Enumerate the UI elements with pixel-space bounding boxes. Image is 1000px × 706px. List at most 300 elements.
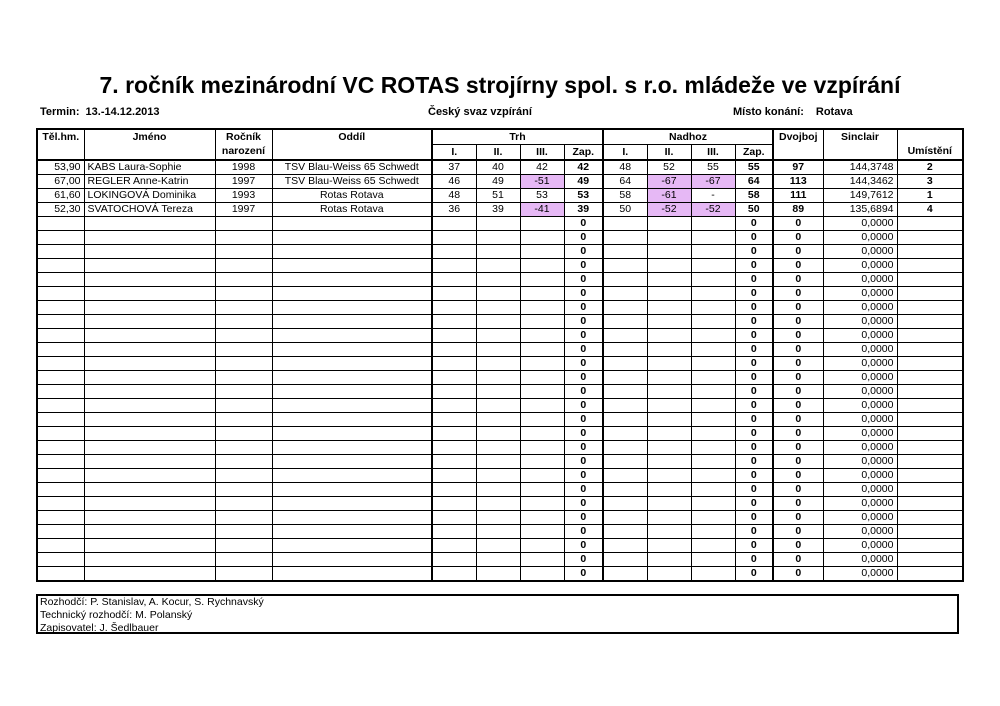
cell-s3 [520,329,564,343]
cell-c3: -67 [691,175,735,189]
cell-c3 [691,231,735,245]
cell-total: 0 [773,539,823,553]
cell-c1 [603,343,647,357]
cell-club [272,385,432,399]
cell-sb: 0 [564,259,603,273]
cell-year [215,315,272,329]
cell-sb: 39 [564,203,603,217]
cell-c3 [691,357,735,371]
venue-label: Místo konání: [733,106,804,118]
cell-c3 [691,413,735,427]
cell-s2 [476,483,520,497]
cell-club [272,525,432,539]
table-row-empty [37,511,963,525]
cell-bw [37,469,84,483]
cell-sinclair: 0,0000 [823,469,897,483]
cell-total: 0 [773,217,823,231]
cell-year [215,343,272,357]
cell-sinclair: 0,0000 [823,287,897,301]
cell-s3 [520,315,564,329]
cell-s3 [520,385,564,399]
col-cbest: Zap. [735,145,773,161]
cell-place [897,497,963,511]
cell-year [215,287,272,301]
cell-bw [37,539,84,553]
cell-year [215,497,272,511]
cell-c1: 48 [603,160,647,175]
cell-place: 4 [897,203,963,217]
cell-name [84,511,215,525]
cell-s2 [476,553,520,567]
cell-cb: 55 [735,160,773,175]
cell-name [84,413,215,427]
cell-year [215,567,272,582]
cell-c2: -61 [647,189,691,203]
cell-year: 1993 [215,189,272,203]
cell-cb: 0 [735,567,773,582]
cell-club: TSV Blau-Weiss 65 Schwedt [272,175,432,189]
cell-total: 0 [773,427,823,441]
cell-bw [37,525,84,539]
cell-c2 [647,259,691,273]
cell-cb: 0 [735,371,773,385]
cell-year [215,385,272,399]
cell-sb: 0 [564,497,603,511]
cell-year [215,455,272,469]
cell-s1 [432,455,476,469]
cell-s1 [432,371,476,385]
cell-bw [37,413,84,427]
col-c3: III. [691,145,735,161]
cell-s3: 53 [520,189,564,203]
cell-year [215,357,272,371]
cell-bw [37,245,84,259]
cell-bw [37,259,84,273]
cell-name [84,287,215,301]
cell-year [215,483,272,497]
cell-sb: 0 [564,329,603,343]
col-c1: I. [603,145,647,161]
cell-total: 0 [773,455,823,469]
col-sinclair-sub [823,145,897,161]
table-row-empty [37,469,963,483]
cell-c1 [603,217,647,231]
cell-cb: 0 [735,385,773,399]
cell-c3 [691,343,735,357]
cell-club [272,273,432,287]
cell-sinclair: 0,0000 [823,385,897,399]
cell-sb: 0 [564,511,603,525]
cell-c2 [647,287,691,301]
cell-place [897,399,963,413]
cell-c3 [691,273,735,287]
cell-c3: - [691,189,735,203]
cell-sinclair: 0,0000 [823,273,897,287]
cell-name [84,371,215,385]
cell-c2 [647,231,691,245]
cell-c2 [647,427,691,441]
cell-c2 [647,315,691,329]
table-row-empty [37,497,963,511]
col-s3: III. [520,145,564,161]
cell-c1 [603,539,647,553]
cell-s2 [476,343,520,357]
cell-s3 [520,455,564,469]
cell-cb: 0 [735,539,773,553]
cell-sb: 0 [564,273,603,287]
cell-year [215,539,272,553]
cell-name [84,217,215,231]
cell-c2 [647,399,691,413]
cell-bw [37,497,84,511]
cell-total: 113 [773,175,823,189]
cell-c3 [691,469,735,483]
col-club-sub [272,145,432,161]
cell-name [84,329,215,343]
table-row-empty [37,287,963,301]
cell-name: KABS Laura-Sophie [84,160,215,175]
cell-cb: 0 [735,483,773,497]
cell-bw: 61,60 [37,189,84,203]
cell-club [272,371,432,385]
cell-sinclair: 0,0000 [823,357,897,371]
cell-place [897,441,963,455]
cell-place: 2 [897,160,963,175]
cell-year: 1997 [215,175,272,189]
cell-name [84,525,215,539]
cell-sb: 0 [564,287,603,301]
cell-s1 [432,441,476,455]
cell-place [897,371,963,385]
cell-bw [37,567,84,582]
cell-sb: 0 [564,483,603,497]
cell-cb: 0 [735,441,773,455]
cell-c3: 55 [691,160,735,175]
cell-club [272,259,432,273]
cell-total: 0 [773,413,823,427]
cell-name: LOKINGOVÁ Dominika [84,189,215,203]
cell-year [215,371,272,385]
cell-name [84,357,215,371]
cell-name [84,553,215,567]
cell-cb: 0 [735,245,773,259]
cell-club [272,357,432,371]
cell-s2 [476,441,520,455]
cell-name [84,441,215,455]
cell-total: 0 [773,441,823,455]
cell-bw [37,217,84,231]
cell-sinclair: 0,0000 [823,427,897,441]
cell-sb: 0 [564,455,603,469]
cell-sinclair: 0,0000 [823,315,897,329]
table-row-empty [37,371,963,385]
cell-name [84,259,215,273]
cell-name [84,343,215,357]
cell-cb: 0 [735,231,773,245]
cell-c3 [691,301,735,315]
cell-s1 [432,483,476,497]
col-s2: II. [476,145,520,161]
col-sinclair: Sinclair [823,129,897,145]
cell-c3 [691,287,735,301]
cell-c2 [647,455,691,469]
cell-c1: 58 [603,189,647,203]
cell-c3 [691,259,735,273]
cell-c1 [603,357,647,371]
cell-s2 [476,231,520,245]
cell-total: 0 [773,553,823,567]
cell-cb: 0 [735,273,773,287]
cell-s2 [476,245,520,259]
cell-sb: 0 [564,441,603,455]
cell-place [897,511,963,525]
cell-sb: 0 [564,399,603,413]
cell-place [897,483,963,497]
cell-club: Rotas Rotava [272,203,432,217]
cell-c2 [647,217,691,231]
cell-total: 0 [773,343,823,357]
cell-s2 [476,273,520,287]
cell-total: 0 [773,357,823,371]
cell-s1 [432,301,476,315]
cell-place [897,357,963,371]
cell-name [84,455,215,469]
cell-sb: 0 [564,539,603,553]
cell-place [897,343,963,357]
term-label: Termin: [40,106,80,118]
col-bodyweight: Těl.hm. [37,129,84,145]
cell-sinclair: 144,3748 [823,160,897,175]
cell-sb: 0 [564,217,603,231]
cell-s3 [520,567,564,582]
cell-cb: 0 [735,553,773,567]
cell-cb: 0 [735,217,773,231]
cell-bw [37,287,84,301]
cell-sb: 0 [564,245,603,259]
cell-s1 [432,413,476,427]
cell-s2 [476,567,520,582]
cell-bw [37,385,84,399]
cell-c1 [603,567,647,582]
cell-c1 [603,259,647,273]
cell-year [215,245,272,259]
cell-club [272,455,432,469]
table-row-empty [37,455,963,469]
cell-place [897,553,963,567]
cell-place [897,567,963,582]
cell-s3 [520,273,564,287]
col-total: Dvojboj [773,129,823,145]
cell-cb: 0 [735,259,773,273]
table-row [37,203,963,217]
cell-sb: 0 [564,231,603,245]
cell-c3 [691,553,735,567]
results-table [36,128,964,582]
cell-sb: 0 [564,469,603,483]
cell-total: 0 [773,315,823,329]
cell-s2: 40 [476,160,520,175]
cell-club [272,441,432,455]
cell-club [272,231,432,245]
cell-sb: 0 [564,301,603,315]
cell-cb: 0 [735,357,773,371]
cell-sb: 0 [564,413,603,427]
cell-s1: 36 [432,203,476,217]
cell-sinclair: 0,0000 [823,301,897,315]
cell-s2 [476,511,520,525]
cell-name [84,483,215,497]
cell-sb: 49 [564,175,603,189]
cell-s2 [476,469,520,483]
cell-c3 [691,385,735,399]
col-cj: Nadhoz [603,129,773,145]
cell-c3 [691,441,735,455]
cell-bw [37,343,84,357]
cell-sb: 0 [564,357,603,371]
cell-bw [37,427,84,441]
cell-name: SVATOCHOVÁ Tereza [84,203,215,217]
cell-s1 [432,553,476,567]
cell-s1 [432,329,476,343]
cell-c2 [647,329,691,343]
cell-c1 [603,329,647,343]
cell-sinclair: 0,0000 [823,567,897,582]
term [40,106,160,118]
cell-sinclair: 0,0000 [823,455,897,469]
cell-place [897,273,963,287]
cell-place: 3 [897,175,963,189]
cell-sinclair: 0,0000 [823,441,897,455]
cell-s3: 42 [520,160,564,175]
cell-club [272,511,432,525]
table-row-empty [37,329,963,343]
cell-c2 [647,385,691,399]
col-snatch: Trh [432,129,603,145]
cell-s2 [476,413,520,427]
cell-s1 [432,273,476,287]
cell-c1 [603,511,647,525]
cell-c2 [647,525,691,539]
cell-c1: 50 [603,203,647,217]
cell-name: REGLER Anne-Katrin [84,175,215,189]
cell-c2: -67 [647,175,691,189]
cell-c1 [603,371,647,385]
cell-s3 [520,553,564,567]
cell-year [215,441,272,455]
cell-s2 [476,371,520,385]
table-row-empty [37,231,963,245]
cell-c2 [647,413,691,427]
cell-s3 [520,413,564,427]
cell-year [215,427,272,441]
cell-s1 [432,315,476,329]
cell-club: Rotas Rotava [272,189,432,203]
cell-club [272,497,432,511]
cell-place [897,427,963,441]
cell-c2 [647,483,691,497]
cell-s2 [476,497,520,511]
cell-cb: 0 [735,287,773,301]
cell-place [897,231,963,245]
cell-s2 [476,539,520,553]
cell-bw [37,511,84,525]
cell-c3 [691,315,735,329]
cell-year [215,399,272,413]
cell-s1 [432,287,476,301]
cell-sinclair: 0,0000 [823,245,897,259]
cell-c1 [603,497,647,511]
cell-sb: 42 [564,160,603,175]
cell-sinclair: 0,0000 [823,343,897,357]
cell-total: 97 [773,160,823,175]
cell-name [84,399,215,413]
cell-place [897,413,963,427]
cell-place [897,539,963,553]
cell-total: 0 [773,511,823,525]
cell-club: TSV Blau-Weiss 65 Schwedt [272,160,432,175]
table-row-empty [37,245,963,259]
table-row [37,160,963,175]
cell-s3 [520,511,564,525]
cell-c1 [603,455,647,469]
cell-s3 [520,357,564,371]
cell-total: 0 [773,399,823,413]
cell-total: 89 [773,203,823,217]
cell-c3 [691,245,735,259]
cell-s2 [476,427,520,441]
cell-c2 [647,553,691,567]
cell-bw [37,301,84,315]
col-c2: II. [647,145,691,161]
table-row-empty [37,217,963,231]
table-row-empty [37,259,963,273]
federation: Český svaz vzpírání [428,106,532,118]
cell-s3 [520,245,564,259]
venue [733,106,853,118]
cell-s1: 37 [432,160,476,175]
cell-c1 [603,427,647,441]
cell-s1 [432,217,476,231]
cell-c2 [647,441,691,455]
cell-s1 [432,511,476,525]
cell-s2 [476,329,520,343]
table-row-empty [37,301,963,315]
table-row-empty [37,315,963,329]
cell-bw [37,315,84,329]
cell-s1 [432,567,476,582]
cell-s3 [520,343,564,357]
cell-c1 [603,553,647,567]
cell-c2 [647,567,691,582]
cell-c1 [603,287,647,301]
cell-c3 [691,567,735,582]
cell-s3: -51 [520,175,564,189]
cell-c3: -52 [691,203,735,217]
cell-s1 [432,245,476,259]
cell-cb: 0 [735,497,773,511]
cell-s1 [432,259,476,273]
cell-bw [37,371,84,385]
cell-name [84,273,215,287]
cell-c2 [647,469,691,483]
cell-sb: 0 [564,525,603,539]
cell-total: 0 [773,497,823,511]
col-name-sub [84,145,215,161]
cell-club [272,245,432,259]
cell-year [215,413,272,427]
cell-c1 [603,301,647,315]
cell-name [84,385,215,399]
